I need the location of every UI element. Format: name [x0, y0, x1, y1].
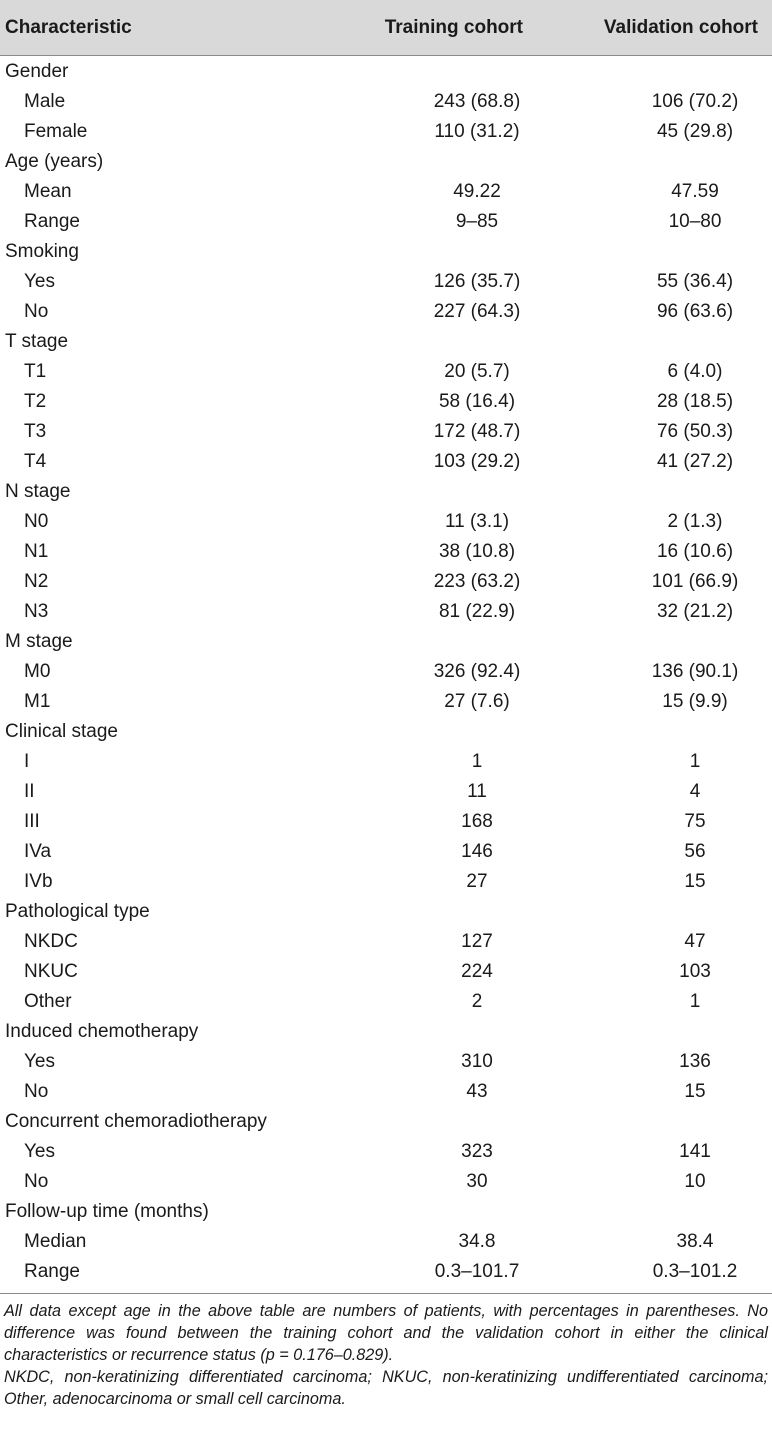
training-value: 11 [467, 781, 487, 802]
table-row [0, 1137, 772, 1167]
validation-value: 41 (27.2) [656, 451, 734, 472]
validation-value: 32 (21.2) [656, 601, 734, 622]
training-value: 1 [471, 751, 483, 772]
validation-value: 15 (9.9) [662, 691, 728, 712]
row-label: III [24, 811, 40, 832]
validation-value: 1 [689, 751, 701, 772]
table-row [0, 567, 772, 597]
validation-value: 106 (70.2) [651, 91, 739, 112]
table-group-row [0, 237, 772, 267]
table-row [0, 117, 772, 147]
table-row [0, 357, 772, 387]
training-value [318, 1197, 566, 1227]
training-value: 168 [461, 811, 493, 832]
group-label: Induced chemotherapy [5, 1021, 199, 1042]
training-value [318, 627, 566, 657]
validation-value: 101 (66.9) [651, 571, 739, 592]
training-value: 126 (35.7) [433, 271, 521, 292]
table-row [0, 417, 772, 447]
header-training-cohort: Training cohort [318, 0, 566, 56]
training-value [318, 237, 566, 267]
row-label: N2 [24, 571, 49, 592]
group-label: Age (years) [5, 151, 104, 172]
table-row [0, 867, 772, 897]
training-value: 43 [466, 1081, 488, 1102]
table-row [0, 297, 772, 327]
table-row [0, 387, 772, 417]
training-value: 110 (31.2) [434, 121, 520, 142]
validation-value [566, 477, 772, 507]
group-label: Gender [5, 61, 69, 82]
table-group-row [0, 897, 772, 927]
training-value [318, 56, 566, 88]
training-value [318, 327, 566, 357]
training-value: 223 (63.2) [433, 571, 521, 592]
row-label: No [24, 301, 49, 322]
training-value: 11 (3.1) [444, 511, 510, 532]
footnote-abbreviations: NKDC, non-keratinizing differentiated carcinoma; NKUC, non-keratinizing undifferentiated carcinoma; Other, adenocarcinoma or small cell carcinoma. [4, 1368, 768, 1408]
row-label: No [24, 1171, 49, 1192]
training-value: 243 (68.8) [433, 91, 521, 112]
training-value: 103 (29.2) [433, 451, 521, 472]
row-label: IVa [24, 841, 52, 862]
row-label: IVb [24, 871, 53, 892]
row-label: M0 [24, 661, 51, 682]
validation-value: 15 [684, 1081, 706, 1102]
table-group-row [0, 477, 772, 507]
training-value: 224 [461, 961, 493, 982]
validation-value: 75 [684, 811, 706, 832]
row-label: NKUC [24, 961, 78, 982]
table-group-row [0, 327, 772, 357]
validation-value: 96 (63.6) [656, 301, 734, 322]
validation-value: 55 (36.4) [656, 271, 734, 292]
validation-value [566, 1107, 772, 1137]
table-footnotes [0, 1294, 772, 1410]
training-value [318, 897, 566, 927]
row-label: N3 [24, 601, 49, 622]
group-label: Concurrent chemoradiotherapy [5, 1111, 267, 1132]
row-label: I [24, 751, 30, 772]
table-row [0, 1227, 772, 1257]
row-label: No [24, 1081, 49, 1102]
validation-value: 10–80 [668, 211, 722, 232]
table-group-row [0, 147, 772, 177]
table-group-row [0, 56, 772, 88]
row-label: T3 [24, 421, 47, 442]
validation-value: 136 [679, 1051, 711, 1072]
table-row [0, 777, 772, 807]
row-label: Mean [24, 181, 72, 202]
table-row [0, 807, 772, 837]
validation-value: 28 (18.5) [656, 391, 734, 412]
table-row [0, 747, 772, 777]
group-label: Smoking [5, 241, 79, 262]
validation-value: 16 (10.6) [656, 541, 734, 562]
table-group-row [0, 1017, 772, 1047]
training-value: 0.3–101.7 [434, 1261, 520, 1282]
row-label: Yes [24, 271, 55, 292]
row-label: II [24, 781, 35, 802]
table-group-row [0, 1197, 772, 1227]
table-row [0, 837, 772, 867]
row-label: Male [24, 91, 66, 112]
training-value: 30 [466, 1171, 488, 1192]
validation-value: 4 [689, 781, 701, 802]
row-label: Yes [24, 1141, 55, 1162]
training-value [318, 1017, 566, 1047]
table-group-row [0, 1107, 772, 1137]
row-label: M1 [24, 691, 51, 712]
table-row [0, 687, 772, 717]
row-label: Other [24, 991, 72, 1012]
table-row [0, 447, 772, 477]
validation-value [566, 56, 772, 88]
training-value: 20 (5.7) [444, 361, 510, 382]
validation-value [566, 1017, 772, 1047]
table-row [0, 1077, 772, 1107]
group-label: Pathological type [5, 901, 150, 922]
training-value: 58 (16.4) [438, 391, 516, 412]
row-label: N0 [24, 511, 49, 532]
training-value [318, 477, 566, 507]
group-label: N stage [5, 481, 71, 502]
row-label: T1 [24, 361, 47, 382]
training-value: 146 [461, 841, 493, 862]
validation-value: 2 (1.3) [667, 511, 723, 532]
training-value: 323 [461, 1141, 493, 1162]
validation-value [566, 717, 772, 747]
training-value: 2 [471, 991, 483, 1012]
training-value: 310 [461, 1051, 493, 1072]
row-label: T2 [24, 391, 47, 412]
validation-value: 141 [679, 1141, 711, 1162]
table-row [0, 1257, 772, 1287]
table-row [0, 1167, 772, 1197]
validation-value [566, 327, 772, 357]
validation-value: 136 (90.1) [651, 661, 739, 682]
row-label: Median [24, 1231, 87, 1252]
table-body [0, 56, 772, 1288]
validation-value [566, 237, 772, 267]
header-characteristic: Characteristic [0, 0, 318, 56]
validation-value: 47 [684, 931, 706, 952]
row-label: Yes [24, 1051, 55, 1072]
table-row [0, 957, 772, 987]
validation-value: 0.3–101.2 [652, 1261, 738, 1282]
training-value: 49.22 [453, 181, 501, 202]
training-value [318, 147, 566, 177]
training-value: 172 (48.7) [433, 421, 521, 442]
table-header-row [0, 0, 772, 56]
training-value: 27 [466, 871, 488, 892]
row-label: T4 [24, 451, 47, 472]
training-value: 127 [461, 931, 493, 952]
group-label: Clinical stage [5, 721, 118, 742]
table-row [0, 1047, 772, 1077]
table-row [0, 87, 772, 117]
validation-value [566, 627, 772, 657]
training-value: 38 (10.8) [438, 541, 516, 562]
validation-value [566, 147, 772, 177]
training-value: 34.8 [458, 1231, 496, 1252]
table-row [0, 927, 772, 957]
training-value [318, 1107, 566, 1137]
group-label: T stage [5, 331, 69, 352]
validation-value: 38.4 [676, 1231, 714, 1252]
row-label: Range [24, 211, 80, 232]
table-row [0, 267, 772, 297]
validation-value: 76 (50.3) [656, 421, 734, 442]
table-row [0, 657, 772, 687]
table-row [0, 987, 772, 1017]
table-row [0, 207, 772, 237]
validation-value: 56 [684, 841, 706, 862]
validation-value [566, 1197, 772, 1227]
table-group-row [0, 717, 772, 747]
training-value: 9–85 [455, 211, 499, 232]
validation-value: 15 [684, 871, 706, 892]
group-label: Follow-up time (months) [5, 1201, 209, 1222]
training-value [318, 717, 566, 747]
row-label: Range [24, 1261, 80, 1282]
training-value: 81 (22.9) [438, 601, 516, 622]
validation-value: 45 (29.8) [656, 121, 734, 142]
validation-value: 47.59 [671, 181, 719, 202]
validation-value: 103 [679, 961, 711, 982]
table-row [0, 177, 772, 207]
table-group-row [0, 627, 772, 657]
row-label: Female [24, 121, 88, 142]
header-validation-cohort: Validation cohort [566, 0, 772, 56]
group-label: M stage [5, 631, 73, 652]
validation-value: 6 (4.0) [667, 361, 723, 382]
training-value: 27 (7.6) [444, 691, 510, 712]
training-value: 326 (92.4) [433, 661, 521, 682]
validation-value [566, 897, 772, 927]
row-label: N1 [24, 541, 49, 562]
table-row [0, 597, 772, 627]
validation-value: 10 [684, 1171, 706, 1192]
table-row [0, 537, 772, 567]
validation-value: 1 [689, 991, 701, 1012]
training-value: 227 (64.3) [433, 301, 521, 322]
row-label: NKDC [24, 931, 78, 952]
table-row [0, 507, 772, 537]
footnote-data-description: All data except age in the above table are numbers of patients, with percentages in parentheses. No difference was found between the training cohort and the validation cohort in either the clinical characteristics or recurrence status (p = 0.176–0.829). [4, 1302, 768, 1364]
